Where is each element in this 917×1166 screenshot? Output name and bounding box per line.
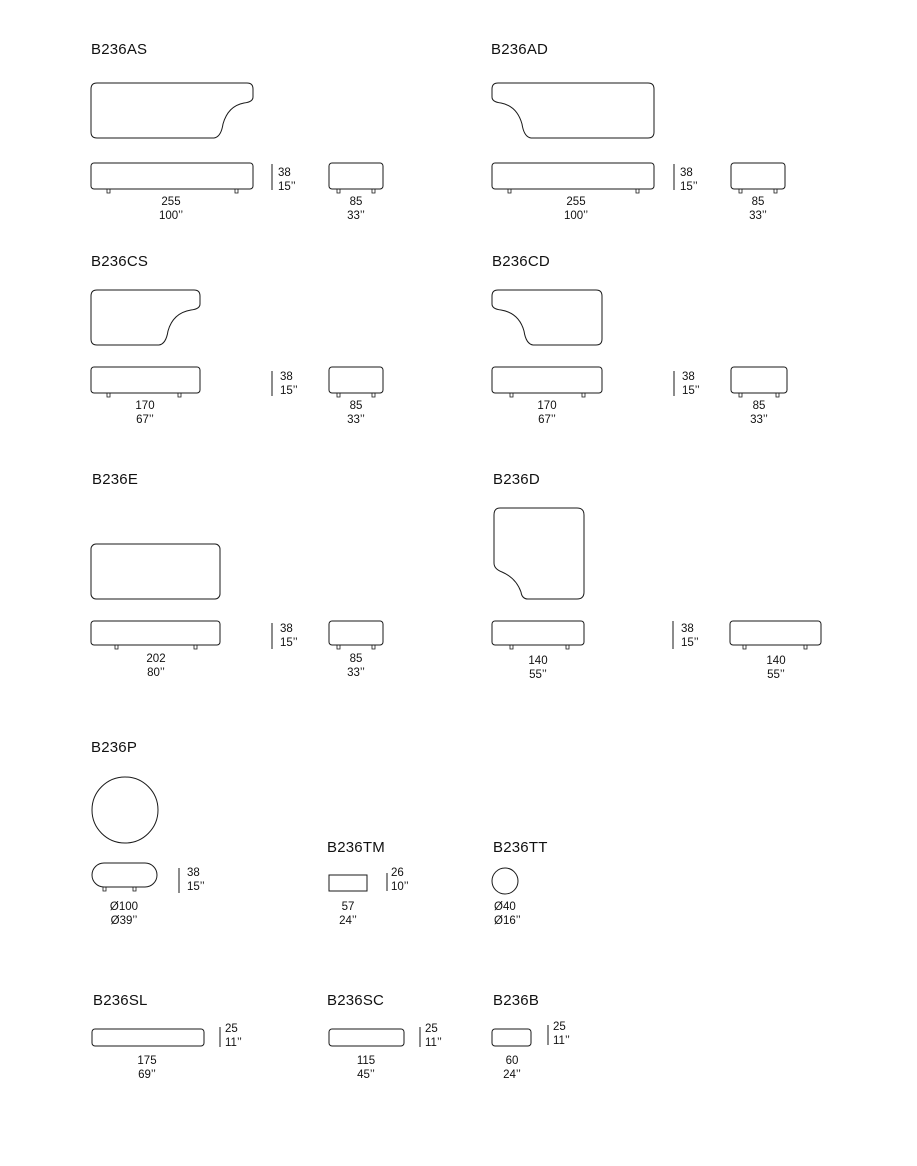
b236ad-front-view	[492, 163, 654, 189]
b236d-width	[513, 654, 563, 682]
b236d-side-legs	[743, 645, 807, 649]
b236tm-view	[329, 875, 367, 891]
title-b236p: B236P	[91, 739, 138, 756]
b236ad-depth-in: 33’’	[749, 210, 767, 222]
b236ad-depth	[733, 195, 783, 223]
b236sl-height-in: 11’’	[225, 1037, 242, 1049]
b236as-front-view	[91, 163, 253, 189]
b236as-height-cm: 38	[278, 167, 291, 179]
b236cs-top-view	[91, 290, 200, 345]
b236d-height-in: 15’’	[681, 637, 699, 649]
b236sl-view	[92, 1029, 204, 1046]
b236p-drawings	[92, 777, 179, 893]
b236e-width-cm: 202	[146, 653, 166, 665]
b236tm-height	[391, 866, 409, 894]
b236ad-side-legs	[739, 189, 777, 193]
title-b236tt: B236TT	[493, 839, 548, 856]
b236d-depth-in: 55’’	[767, 669, 785, 681]
b236cs-height-in: 15’’	[280, 385, 298, 397]
b236p-diameter	[98, 900, 150, 928]
b236d-depth	[751, 654, 801, 682]
b236sl-width-cm: 175	[137, 1055, 157, 1067]
b236as-drawings	[91, 83, 383, 193]
b236tm-height-cm: 26	[391, 867, 404, 879]
b236as-depth-in: 33’’	[347, 210, 365, 222]
b236as-front-legs	[107, 189, 238, 193]
b236d-depth-cm: 140	[766, 655, 786, 667]
b236cd-front-view	[492, 367, 602, 393]
title-b236sl: B236SL	[93, 992, 148, 1009]
b236b-height-in: 11’’	[553, 1035, 570, 1047]
b236p-height	[187, 866, 205, 894]
b236as-depth	[331, 195, 381, 223]
b236cd-drawings	[492, 290, 787, 397]
title-b236b: B236B	[493, 992, 540, 1009]
b236sl-width-in: 69’’	[138, 1069, 156, 1081]
b236as-width-in: 100’’	[158, 210, 184, 222]
b236sl-height	[225, 1022, 242, 1050]
b236cd-depth-cm: 85	[752, 400, 766, 412]
b236cd-side-legs	[739, 393, 779, 397]
b236e-top-view	[91, 544, 220, 599]
b236cs-depth-in: 33’’	[347, 414, 365, 426]
title-b236e: B236E	[92, 471, 139, 488]
b236d-height-cm: 38	[681, 623, 694, 635]
b236ad-height-cm: 38	[680, 167, 693, 179]
b236d-front-legs	[510, 645, 569, 649]
b236tt-diameter-cm: Ø40	[494, 901, 516, 913]
b236cd-width-cm: 170	[537, 400, 557, 412]
b236d-drawings	[492, 508, 821, 649]
b236ad-height-in: 15’’	[680, 181, 698, 193]
b236cd-side-view	[731, 367, 787, 393]
b236e-depth	[331, 652, 381, 680]
b236cd-height	[682, 370, 700, 398]
b236sl-drawings	[92, 1027, 220, 1047]
title-b236as: B236AS	[91, 41, 148, 58]
b236cs-depth-cm: 85	[349, 400, 363, 412]
b236d-side-view	[730, 621, 821, 645]
b236e-drawings	[91, 544, 383, 649]
b236d-front-view	[492, 621, 584, 645]
b236e-front-view	[91, 621, 220, 645]
b236sc-height-in: 11’’	[425, 1037, 442, 1049]
b236ad-front-legs	[508, 189, 639, 193]
b236as-depth-cm: 85	[349, 196, 363, 208]
b236e-depth-cm: 85	[349, 653, 363, 665]
b236ad-drawings	[492, 83, 785, 193]
b236sc-width	[341, 1054, 391, 1082]
b236cs-drawings	[91, 290, 383, 397]
b236as-top-view	[91, 83, 253, 138]
b236d-width-in: 55’’	[529, 669, 547, 681]
b236sc-width-cm: 115	[356, 1055, 376, 1067]
b236as-side-legs	[337, 189, 375, 193]
b236d-width-cm: 140	[528, 655, 548, 667]
b236as-width-cm: 255	[161, 196, 181, 208]
b236cs-width	[120, 399, 170, 427]
b236sl-width	[122, 1054, 172, 1082]
b236cd-top-view	[492, 290, 602, 345]
b236cd-depth-in: 33’’	[750, 414, 768, 426]
b236cd-height-in: 15’’	[682, 385, 700, 397]
b236cd-width	[522, 399, 572, 427]
b236tt-drawings	[492, 868, 518, 894]
b236b-height	[553, 1020, 570, 1048]
b236tm-width	[326, 900, 370, 928]
b236cs-height-cm: 38	[280, 371, 293, 383]
b236ad-top-view	[492, 83, 654, 138]
title-b236d: B236D	[493, 471, 540, 488]
b236cs-side-view	[329, 367, 383, 393]
b236cs-side-legs	[337, 393, 375, 397]
b236cd-front-legs	[510, 393, 585, 397]
b236b-width-cm: 60	[505, 1055, 519, 1067]
b236e-height-in: 15’’	[280, 637, 298, 649]
title-b236ad: B236AD	[491, 41, 549, 58]
b236cs-height	[280, 370, 298, 398]
b236b-view	[492, 1029, 531, 1046]
b236e-side-view	[329, 621, 383, 645]
b236tt-diameter	[494, 900, 521, 928]
b236as-side-view	[329, 163, 383, 189]
b236sc-drawings	[329, 1027, 420, 1047]
b236sc-height-cm: 25	[425, 1023, 438, 1035]
b236e-depth-in: 33’’	[347, 667, 365, 679]
title-b236cs: B236CS	[91, 253, 149, 270]
b236cs-depth	[331, 399, 381, 427]
b236tm-width-in: 24’’	[339, 915, 357, 927]
b236tt-diameter-in: Ø16’’	[494, 915, 521, 927]
b236cs-front-view	[91, 367, 200, 393]
b236p-diameter-in: Ø39’’	[110, 915, 138, 927]
b236e-height-cm: 38	[280, 623, 293, 635]
b236sl-height-cm: 25	[225, 1023, 238, 1035]
b236ad-height	[680, 166, 698, 194]
b236ad-side-view	[731, 163, 785, 189]
b236cd-width-in: 67’’	[538, 414, 556, 426]
b236tm-drawings	[329, 873, 387, 891]
b236d-height	[681, 622, 699, 650]
b236d-top-view	[494, 508, 584, 599]
b236cd-depth	[734, 399, 784, 427]
b236e-height	[280, 622, 298, 650]
b236e-front-legs	[115, 645, 197, 649]
b236ad-width	[551, 195, 601, 223]
b236as-width	[146, 195, 196, 223]
b236cd-height-cm: 38	[682, 371, 695, 383]
b236p-front-legs	[103, 887, 136, 891]
b236b-height-cm: 25	[553, 1021, 566, 1033]
b236ad-width-in: 100’’	[563, 210, 589, 222]
b236cs-width-cm: 170	[135, 400, 155, 412]
b236tm-width-cm: 57	[341, 901, 355, 913]
b236sc-height	[425, 1022, 442, 1050]
title-b236tm: B236TM	[327, 839, 385, 856]
b236e-width	[131, 652, 181, 680]
b236p-height-in: 15’’	[187, 881, 205, 893]
b236as-height-in: 15’’	[278, 181, 296, 193]
title-b236cd: B236CD	[492, 253, 550, 270]
b236sc-width-in: 45’’	[357, 1069, 375, 1081]
b236b-width	[494, 1054, 530, 1082]
b236cs-width-in: 67’’	[136, 414, 154, 426]
b236sc-view	[329, 1029, 404, 1046]
b236tt-view	[492, 868, 518, 894]
b236cs-front-legs	[107, 393, 181, 397]
b236b-width-in: 24’’	[503, 1069, 521, 1081]
b236as-height	[278, 166, 296, 194]
b236p-diameter-cm: Ø100	[109, 901, 139, 913]
b236tm-height-in: 10’’	[391, 881, 409, 893]
b236p-front-view	[92, 863, 157, 887]
b236ad-depth-cm: 85	[751, 196, 765, 208]
b236p-height-cm: 38	[187, 867, 200, 879]
b236e-side-legs	[337, 645, 375, 649]
b236e-width-in: 80’’	[147, 667, 165, 679]
title-b236sc: B236SC	[327, 992, 385, 1009]
b236b-drawings	[492, 1025, 548, 1046]
b236ad-width-cm: 255	[566, 196, 586, 208]
b236p-top-view	[92, 777, 158, 843]
